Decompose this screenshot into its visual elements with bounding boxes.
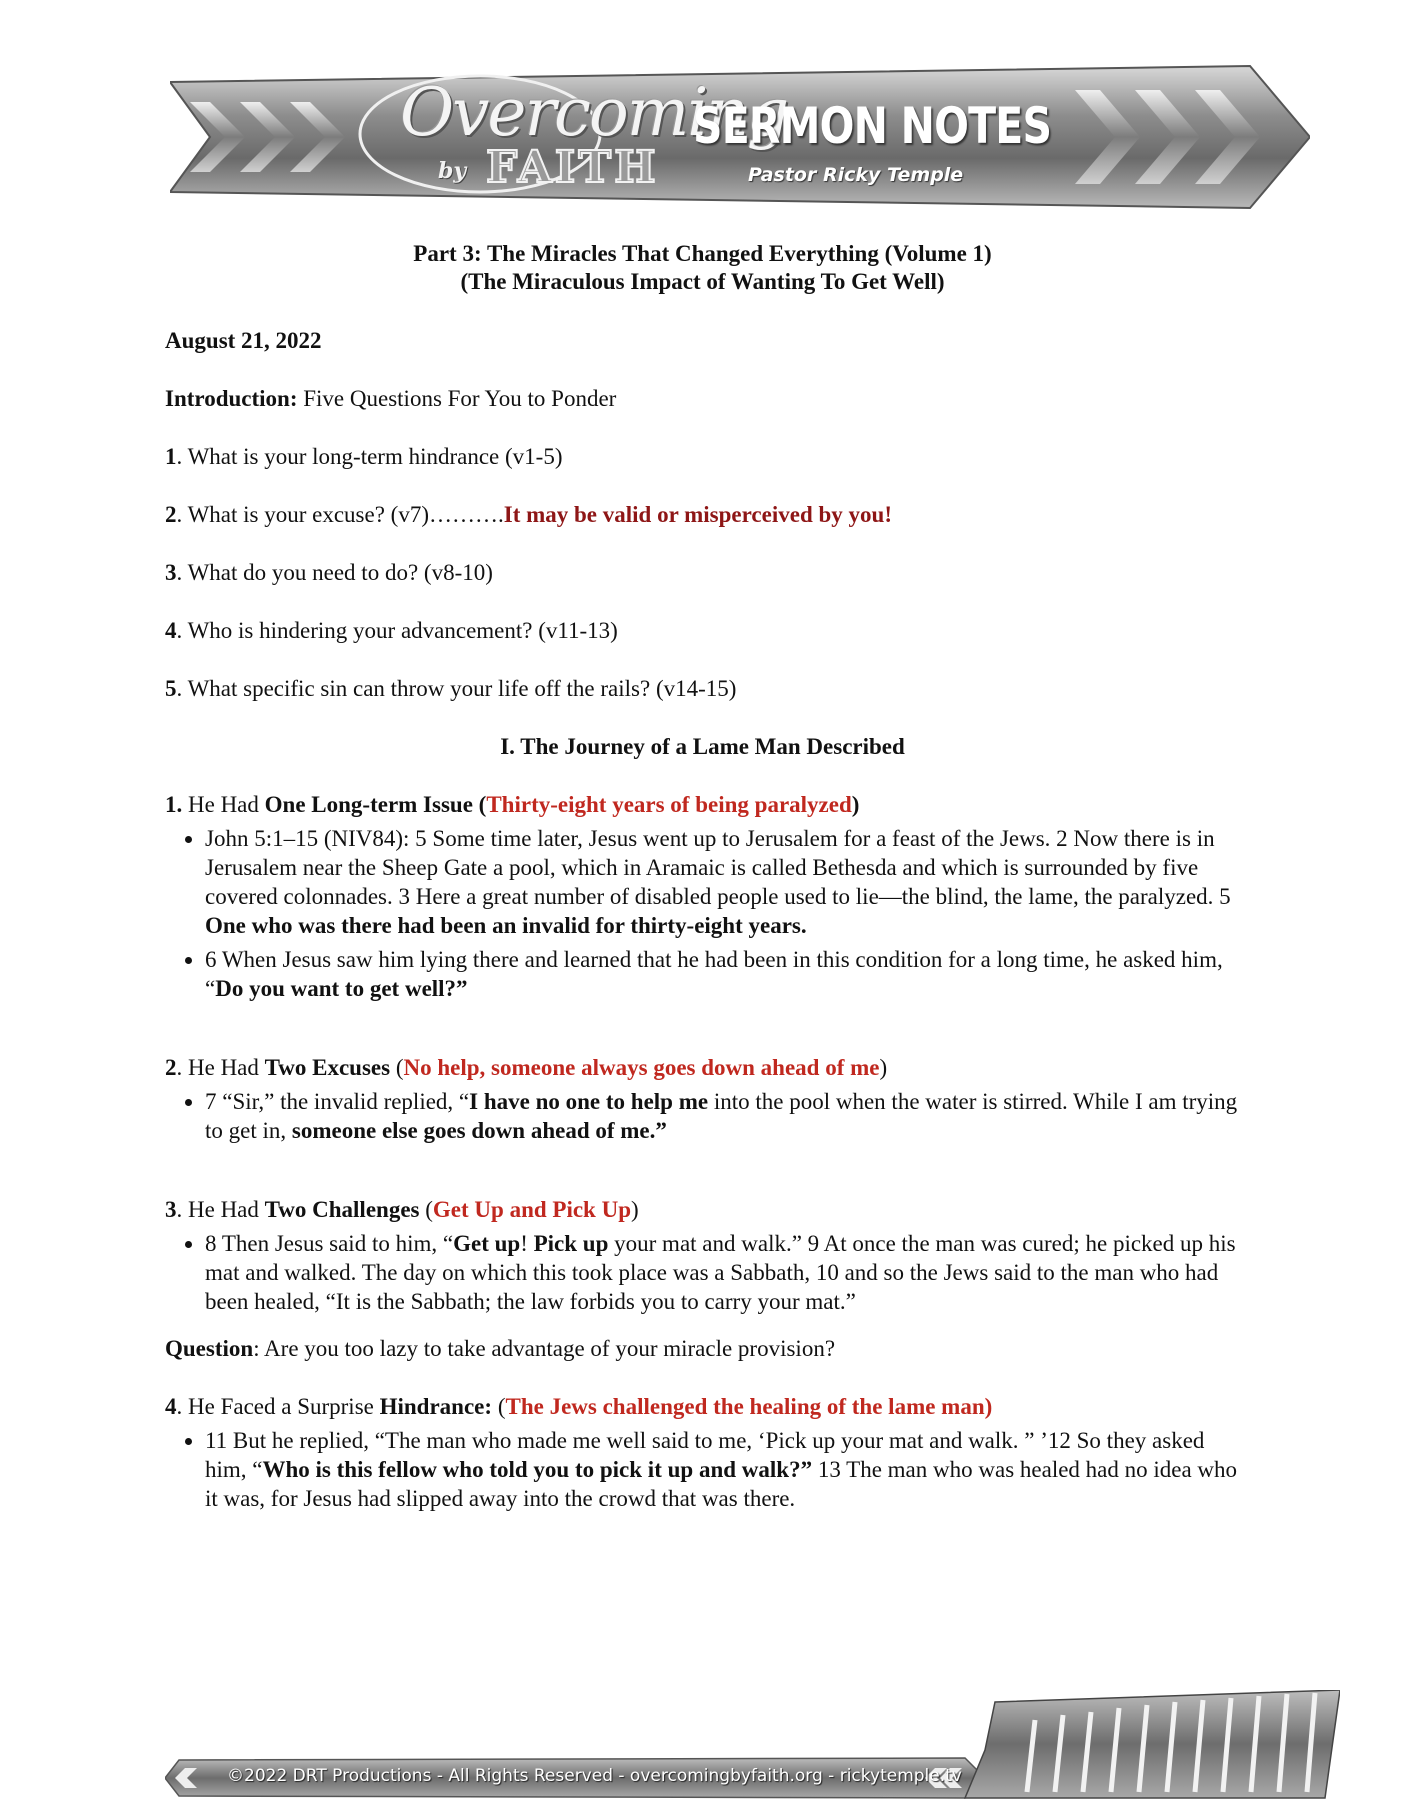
point-highlight: Thirty-eight years of being paralyzed: [486, 792, 852, 817]
point-2-heading: [165, 1053, 1240, 1083]
point-pre: . He Had: [176, 1197, 265, 1222]
question-text: . What is your excuse? (v7)……….: [176, 502, 504, 527]
bullet-bold: Do you want to get well?”: [215, 976, 468, 1001]
bullet-text: your mat and walk.” 9 At once the man was cured; he picked up his mat and walked. The day on which this took place was a Sabbath, 10 and so the Jews said to the man who had been healed, “It is the Sabbath; the law forbids you to carry your mat.”: [205, 1231, 1236, 1314]
banner-subtitle: Pastor Ricky Temple: [748, 164, 964, 186]
question-1: [165, 442, 1240, 472]
point-open-paren: (: [492, 1394, 506, 1419]
question-number: 5: [165, 676, 177, 701]
bullet-bold: I have no one to help me: [469, 1089, 709, 1114]
logo-script: Overcoming: [400, 74, 788, 151]
point-4-bullets: [165, 1426, 1240, 1513]
point-3-bullets: [165, 1229, 1240, 1316]
bullet-text: into the pool when the water is stirred. While I am trying to get in,: [205, 1089, 1238, 1143]
point-open-paren: (: [419, 1197, 433, 1222]
question-text: . What do you need to do? (v8-10): [176, 560, 493, 585]
point-2-bullets: [165, 1087, 1240, 1145]
sermon-title-line2: (The Miraculous Impact of Wanting To Get Well): [460, 269, 945, 294]
bullet-bold: Get up: [453, 1231, 521, 1256]
question-3: [165, 558, 1240, 588]
question-text: . What specific sin can throw your life off the rails? (v14-15): [176, 676, 737, 701]
sermon-title-line1: Part 3: The Miracles That Changed Everything (Volume 1): [413, 241, 992, 266]
point-pre: . He Had: [176, 1055, 265, 1080]
point-highlight: No help, someone always goes down ahead of me: [403, 1055, 880, 1080]
question-label: Question: [165, 1336, 254, 1361]
question-number: 2: [165, 502, 177, 527]
question-number: 4: [165, 618, 177, 643]
intro-text: Five Questions For You to Ponder: [297, 386, 617, 411]
bullet-text: 11 But he replied, “The man who made me well said to me, ‘Pick up your mat and walk. ” ’12 So they asked him, “: [205, 1428, 1205, 1482]
point-open-paren: (: [390, 1055, 404, 1080]
point-pre: He Had: [182, 792, 265, 817]
bullet-text: John 5:1–15 (NIV84): 5 Some time later, Jesus went up to Jerusalem for a feast of the Jews. 2 Now there is in Jerusalem near the Sheep Gate a pool, which in Aramaic is called Bethesda and which is surrounded by five covered colonnades. 3 Here a great number of disabled people used to lie—the blind, the lame, the paralyzed. 5: [205, 826, 1231, 909]
question-text: : Are you too lazy to take advantage of your miracle provision?: [253, 1336, 836, 1361]
bullet-item: [205, 1426, 1240, 1513]
bullet-text: 13 The man who was healed had no idea who it was, for Jesus had slipped away into the crowd that was there.: [205, 1457, 1238, 1511]
point-close-paren: ): [879, 1055, 888, 1080]
intro-line: [165, 384, 1240, 414]
point-highlight: Get Up and Pick Up: [432, 1197, 631, 1222]
point-close-paren: ): [631, 1197, 639, 1222]
question-line: [165, 1334, 1240, 1364]
point-bold: Two Excuses: [264, 1055, 391, 1080]
point-highlight: The Jews challenged the healing of the lame man): [505, 1394, 993, 1419]
header-banner: [170, 62, 1310, 212]
point-bold: Two Challenges: [264, 1197, 420, 1222]
bullet-item: [205, 945, 1240, 1003]
point-number: 1.: [165, 792, 183, 817]
point-3-heading: [165, 1195, 1240, 1225]
bullet-item: [205, 1229, 1240, 1316]
question-5: [165, 674, 1240, 704]
sermon-content: [165, 240, 1240, 1518]
point-4-heading: [165, 1392, 1240, 1422]
bullet-item: [205, 1087, 1240, 1145]
bullet-item: [205, 824, 1240, 940]
point-bold: Hindrance:: [379, 1394, 493, 1419]
point-open-paren: (: [472, 792, 487, 817]
point-1-bullets: [165, 824, 1240, 1003]
question-text: . Who is hindering your advancement? (v11-13): [176, 618, 618, 643]
section-heading: I. The Journey of a Lame Man Described: [500, 734, 905, 759]
bullet-text: 6 When Jesus saw him lying there and learned that he had been in this condition for a long time, he asked him, “: [205, 947, 1223, 1001]
footer-banner: [165, 1690, 1340, 1800]
sermon-title: [165, 240, 1240, 296]
question-number: 3: [165, 560, 177, 585]
point-1-heading: [165, 790, 1240, 820]
bullet-bold: Who is this fellow who told you to pick it up and walk?”: [262, 1457, 813, 1482]
question-text: . What is your long-term hindrance (v1-5): [176, 444, 563, 469]
point-pre: . He Faced a Surprise: [176, 1394, 380, 1419]
point-number: 3: [165, 1197, 177, 1222]
bullet-text: !: [520, 1231, 534, 1256]
question-note: It may be valid or misperceived by you!: [503, 502, 892, 527]
logo-faith: FAITH: [486, 142, 659, 193]
logo-by: by: [438, 158, 467, 184]
point-close-paren: ): [851, 792, 860, 817]
sermon-date: August 21, 2022: [165, 328, 322, 353]
question-2: [165, 500, 1240, 530]
bullet-bold: One who was there had been an invalid for thirty-eight years.: [205, 913, 807, 938]
intro-label: Introduction:: [165, 386, 298, 411]
question-4: [165, 616, 1240, 646]
question-number: 1: [165, 444, 177, 469]
point-bold: One Long-term Issue: [264, 792, 473, 817]
banner-title: SERMON NOTES: [693, 97, 1052, 155]
point-number: 4: [165, 1394, 177, 1419]
footer-copyright: ©2022 DRT Productions - All Rights Reserved - overcomingbyfaith.org - rickytemple.tv: [227, 1766, 962, 1786]
bullet-text: 7 “Sir,” the invalid replied, “: [205, 1089, 470, 1114]
point-number: 2: [165, 1055, 177, 1080]
bullet-text: 8 Then Jesus said to him, “: [205, 1231, 454, 1256]
bullet-bold: someone else goes down ahead of me.”: [291, 1118, 667, 1143]
bullet-bold: Pick up: [533, 1231, 609, 1256]
